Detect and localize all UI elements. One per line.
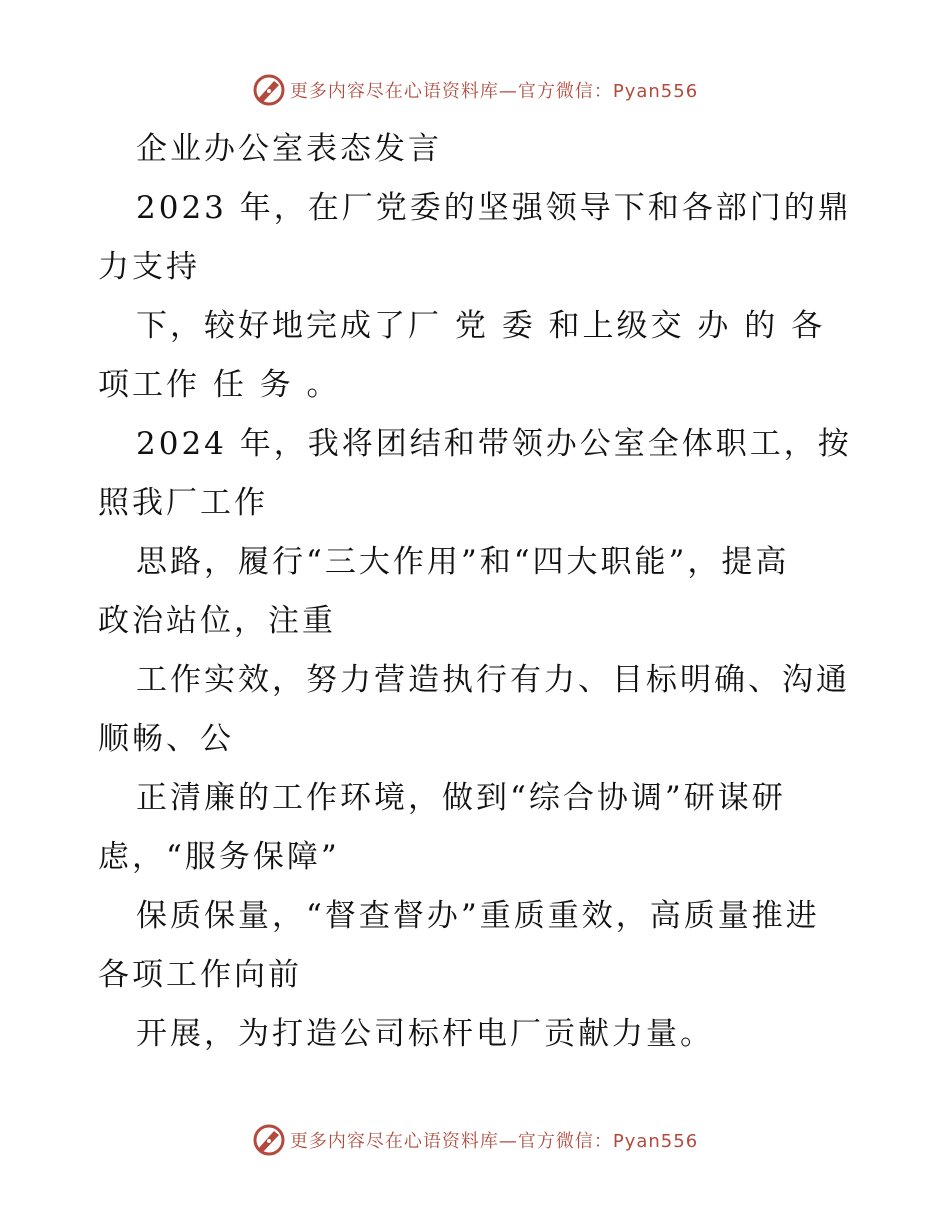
text-line: 保质保量，“督查督办”重质重效，高质量推进	[136, 898, 820, 934]
document-title: 企业办公室表态发言	[136, 131, 442, 167]
text-line: 照我厂工作	[98, 485, 268, 521]
text-line: 工作实效，努力营造执行有力、目标明确、沟通	[136, 662, 850, 698]
text-line: 虑，“服务保障”	[98, 839, 340, 875]
text-line: 开展，为打造公司标杆电厂贡献力量。	[136, 1016, 714, 1052]
text-line: 政治站位，注重	[98, 603, 336, 639]
pen-nib-logo-icon	[252, 1123, 286, 1157]
watermark-header	[0, 70, 950, 110]
text-line: 思路，履行“三大作用”和“四大职能”，提高	[136, 544, 790, 580]
watermark-text: 更多内容尽在心语资料库—官方微信：Pyan556	[289, 81, 699, 102]
wechat-id: Pyan556	[612, 81, 699, 102]
wechat-id: Pyan556	[612, 1131, 699, 1152]
text-line: 顺畅、公	[98, 721, 234, 757]
pen-nib-logo-icon	[252, 73, 286, 107]
text-line: 下，较好地完成了厂 党 委 和上级交 办 的 各	[136, 308, 826, 344]
text-line: 各项工作向前	[98, 957, 302, 993]
document-body	[98, 120, 858, 1064]
text-line: 2023 年，在厂党委的坚强领导下和各部门的鼎	[136, 190, 852, 226]
text-line: 正清廉的工作环境，做到“综合协调”研谋研	[136, 780, 786, 816]
text-line: 2024 年，我将团结和带领办公室全体职工，按	[136, 426, 852, 462]
watermark-text: 更多内容尽在心语资料库—官方微信：Pyan556	[289, 1131, 699, 1152]
watermark-footer	[0, 1120, 950, 1160]
text-line: 项工作 任 务 。	[98, 367, 341, 403]
text-line: 力支持	[98, 249, 200, 285]
